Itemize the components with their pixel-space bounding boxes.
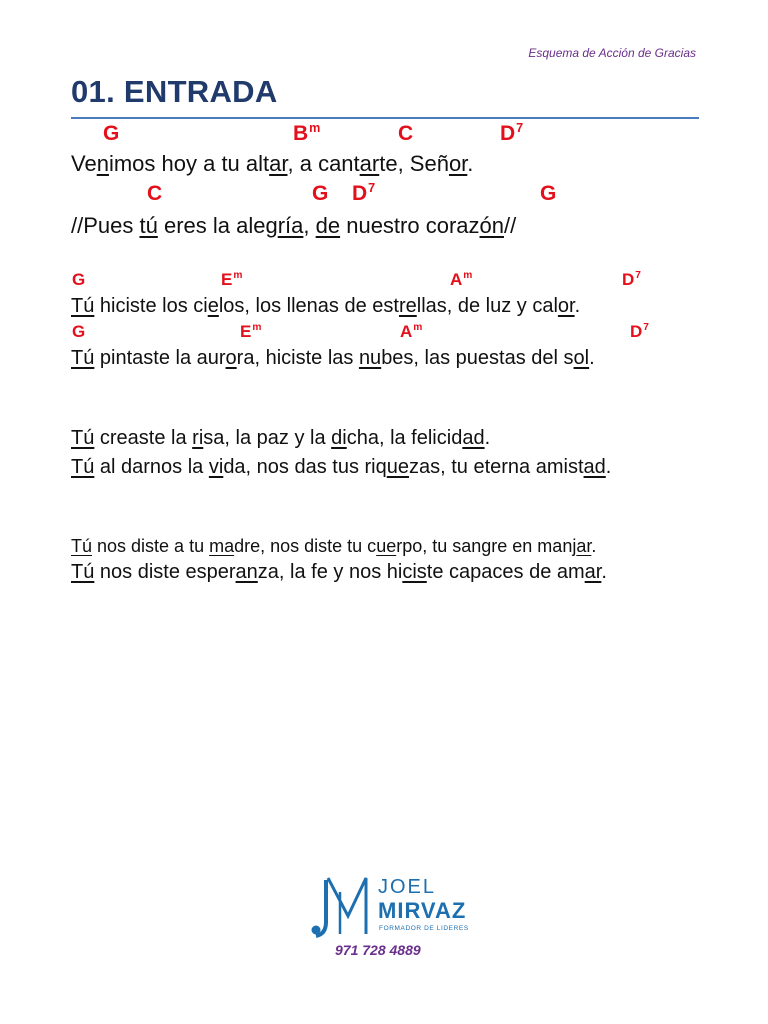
stressed-syllable: ma [209,536,235,556]
stressed-syllable: ad [462,427,485,449]
stressed-syllable: ol [573,347,590,369]
chord-line1-4: $D^7$ [500,121,524,145]
lyric-text: los, los llenas de est [218,295,399,317]
lyric-line-6 [71,456,611,479]
lyric-text: nos diste a tu [92,536,210,556]
lyric-text: pintaste la aur [94,347,226,369]
lyric-text: . [574,295,581,317]
lyric-text: eres la aleg [157,213,278,238]
song-title: 01. ENTRADA [71,74,278,109]
logo-first-name: JOEL [378,876,437,898]
stressed-syllable: Tú [71,295,95,317]
lyric-text: rpo, tu sangre en manj [396,536,577,556]
lyric-text: za, la fe y nos hi [257,561,403,583]
stressed-syllable: vi [208,456,224,478]
lyric-text: dre, nos diste tu c [234,536,377,556]
chord-line3-2: $E^m$ [221,270,243,289]
lyric-line-4 [71,347,595,370]
stressed-syllable: re [398,295,417,317]
lyric-text: . [467,151,474,176]
chord-line4-3: $A^m$ [400,322,423,341]
stressed-syllable: nu [358,347,382,369]
lyric-text: hiciste los ci [94,295,208,317]
stressed-syllable: ri [192,427,204,449]
chord-line4-4: $D^7$ [630,322,649,341]
stressed-syllable: ad [583,456,606,478]
lyric-text: , [303,213,316,238]
lyric-text: . [484,427,491,449]
lyric-text: // [504,213,517,238]
logo-tagline: FORMADOR DE LIDERES [379,925,469,932]
stressed-syllable: ue [386,456,409,478]
lyric-text: creaste la [94,427,193,449]
lyric-text: nos diste esper [94,561,236,583]
phone-number: 971 728 4889 [335,942,421,958]
chord-line4-2: $E^m$ [240,322,262,341]
chord-line2-1: C [147,182,163,205]
lyric-text: //Pues [71,213,140,238]
lyric-text: . [601,561,607,583]
chord-line3-1: G [72,270,86,289]
lyric-text: da, nos das tus riq [223,456,387,478]
lyric-line-7 [71,536,596,557]
chord-line1-3: C [398,122,414,145]
lyric-text: al darnos la [94,456,209,478]
chord-line3-4: $D^7$ [622,270,641,289]
stressed-syllable: Tú [71,561,95,583]
stressed-syllable: e [207,295,219,317]
chord-line2-3: $D^7$ [352,181,376,205]
stressed-syllable: ar [576,536,592,556]
stressed-syllable: o [225,347,237,369]
stressed-syllable: tú [139,213,158,238]
stressed-syllable: ar [359,151,380,176]
stressed-syllable: de [315,213,341,238]
lyric-line-1 [71,151,473,177]
stressed-syllable: Tú [71,536,93,556]
lyric-text: te capaces de am [426,561,585,583]
stressed-syllable: ar [269,151,288,176]
lyric-text: . [589,347,595,369]
chord-line1-2: $B^m$ [293,121,321,145]
lyric-text: sa, la paz y la [203,427,332,449]
title-divider [71,117,699,119]
chord-line1-1: G [103,122,120,145]
stressed-syllable: ar [584,561,602,583]
lyric-text: . [605,456,612,478]
stressed-syllable: Tú [71,427,95,449]
lyric-text: llas, de luz y cal [416,295,558,317]
chord-line2-2: G [312,182,329,205]
lyric-text: cha, la felicid [346,427,463,449]
chord-line2-4: G [540,182,557,205]
lyric-text: , a cant [287,151,360,176]
stressed-syllable: di [331,427,347,449]
logo-last-name: MIRVAZ [378,898,467,923]
jm-monogram-icon [310,872,376,942]
stressed-syllable: an [235,561,258,583]
lyric-text: ra, hiciste las [236,347,359,369]
lyric-line-3 [71,295,580,318]
lyric-text: nuestro coraz [340,213,480,238]
lyric-text: bes, las puestas del s [381,347,574,369]
stressed-syllable: ría [277,213,304,238]
stressed-syllable: n [96,151,109,176]
lyric-line-8 [71,561,607,584]
lyric-text: imos hoy a tu alt [108,151,270,176]
stressed-syllable: Tú [71,456,95,478]
joel-mirvaz-logo [310,872,490,942]
stressed-syllable: ue [376,536,397,556]
stressed-syllable: cis [402,561,427,583]
chord-line4-1: G [72,322,86,341]
lyric-text: Ve [71,151,97,176]
lyric-text: . [591,536,597,556]
stressed-syllable: or [557,295,575,317]
lyric-line-5 [71,427,490,450]
stressed-syllable: or [448,151,468,176]
lyric-text: zas, tu eterna amist [409,456,584,478]
stressed-syllable: ón [479,213,504,238]
chord-line3-3: $A^m$ [450,270,473,289]
lyric-text: te, Señ [379,151,449,176]
document-header-note: Esquema de Acción de Gracias [528,46,696,60]
lyric-line-2 [71,213,516,239]
stressed-syllable: Tú [71,347,95,369]
